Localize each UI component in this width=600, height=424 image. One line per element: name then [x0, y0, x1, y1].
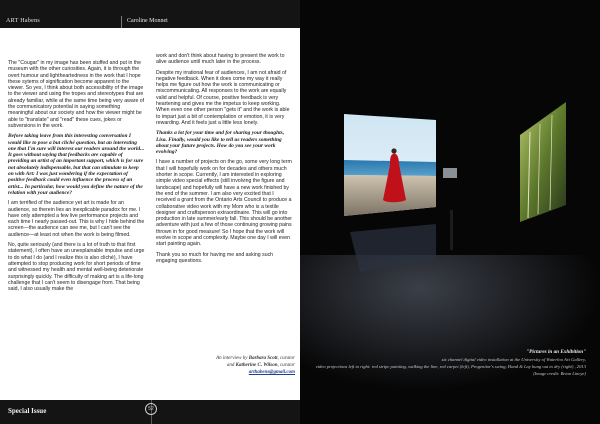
- caption-title: "Pictures in an Exhibition": [526, 349, 586, 355]
- paragraph: No, quite seriously (and there is a lot of truth to that first statement), I often have an unexplainable impulse and urge to do what I do (and I realize this is also cliché), I have attempted to stop producing work for short periods of time and witnessed my health and mental well-being deteriorate surprisingly quickly. The difficulty of making art is a life-long challenge that I can't seem to disengage from. That being said, I also usually make the: [8, 242, 145, 293]
- paragraph: I am terrified of the audience yet art is made for an audience, so therein lies an inexplicable paradox for me. I have only attempted a few live performance projects and each time I nearly passed-out. This is why I hide behind the screen—the audience can see me, but I can't see the audience—at least not when the work is being filmed.: [8, 200, 145, 238]
- photo-caption: [312, 349, 586, 377]
- gallery-floor: [300, 255, 600, 424]
- artist-name: Caroline Monnet: [127, 18, 168, 24]
- projector-stand: [450, 210, 453, 250]
- page-footer: [0, 400, 300, 424]
- interviewer-name: Barbara Scott: [248, 356, 278, 361]
- caption-line: six channel digital video installation at the University of Waterloo Art Gallery,: [441, 357, 586, 362]
- interviewer-name: Katherine C. Wilson: [235, 363, 278, 368]
- image-credit: (Image credit: Brian Lineye): [533, 371, 586, 376]
- right-text-column: [156, 53, 293, 268]
- credit-line-1: An interview by Barbara Scott, curator: [216, 356, 295, 361]
- publication-name: ART Habens: [6, 18, 41, 24]
- credit-line-2: and Katherine C. Wilson, curator: [226, 363, 295, 368]
- issue-label: Special Issue: [8, 407, 47, 415]
- back-wall-screen: [443, 168, 457, 178]
- page-number: 52: [145, 403, 157, 415]
- interview-question: Before taking leave from this interesting conversation I would like to pose a but cliché question, but an interesting one that I'm sure will interest our readers around the world... It goes without saying that feedbacks are capable of providing an artist of an important support, which is for sure not absolutely indispensable, but that can stimulate to keep on with Art: I was just wondering if the expectation of positive feedback could even influence the process of an artist... In particular, how would you define the nature of the relation with your audience?: [8, 133, 145, 196]
- page-header: [0, 0, 300, 28]
- paragraph: The "Cougar" in my image has been stuffed and put in the museum with the other curiosities. Again, it is through the overt humour and lightheartedness in the work that I hope these sytems of signification become apparent to the viewer. So yes, I think about both accessibility of the image to the viewer and using the tropes and stereotypes that are already familiar, while at the same time being very aware of the communicatory potential in saying something meaningful about our society and how the viewer might be able to "translate" and "read" these cues, jokes or subversions in the work.: [8, 60, 145, 129]
- paragraph: Despite my irrational fear of audiences, I am not afraid of negative feedback. When it does come my way it really helps me figure out how the work is communicating or miscommunicating. All responses to the work are equally valid and helpful. Of course, positive feedback is very heartening and gives me the impetus to keep working. When even one other person "gets it" and the work is able to impart just a bit of contemplation or emotion, it is very rewarding. And it feels just a little less lonely.: [156, 69, 290, 126]
- email-link[interactable]: arthabens@gmail.com: [248, 370, 295, 375]
- interview-credit: [165, 355, 295, 376]
- beach-projection: [344, 114, 436, 216]
- caption-line: video projections left to right: red stripe painting, walking the line, red carpet (left), Progenitor's swing, Hand & Lay hung out to dry (right) , 2013: [315, 364, 586, 369]
- paragraph: work and don't think about having to present the work to alive audience until much later in the process.: [156, 53, 285, 66]
- paragraph: Thank you so much for having me and asking such engaging questions.: [156, 251, 274, 264]
- paragraph: I have a number of projects on the go, some very long term that I will hopefully work on for decades and others much shorter in scope. Currently, I am interested in exploring simple video special effects (still involving the figure and landscape) and hopefully will have a new work finished by the end of the summer. I am also very excited that I received a grant from the Ontario Arts Council to produce a collaborative video work with my Mom who is a textile designer and craftsperson extraordinaire. This will go into production in late summer/early fall. This should be another adventure with just a few of those continuing growing pains thrown in for good measure! So I hope that the work will evolve in scope and complexity. Maybe one day I will even start painting again.: [156, 159, 293, 248]
- left-text-column: [8, 60, 145, 296]
- header-divider: [121, 16, 122, 28]
- interview-question: Thanks a lot for your time and for sharing your thoughts, Lisa. Finally, would you like to tell us readers something about your future projects. How do you see your work evolving?: [156, 130, 285, 156]
